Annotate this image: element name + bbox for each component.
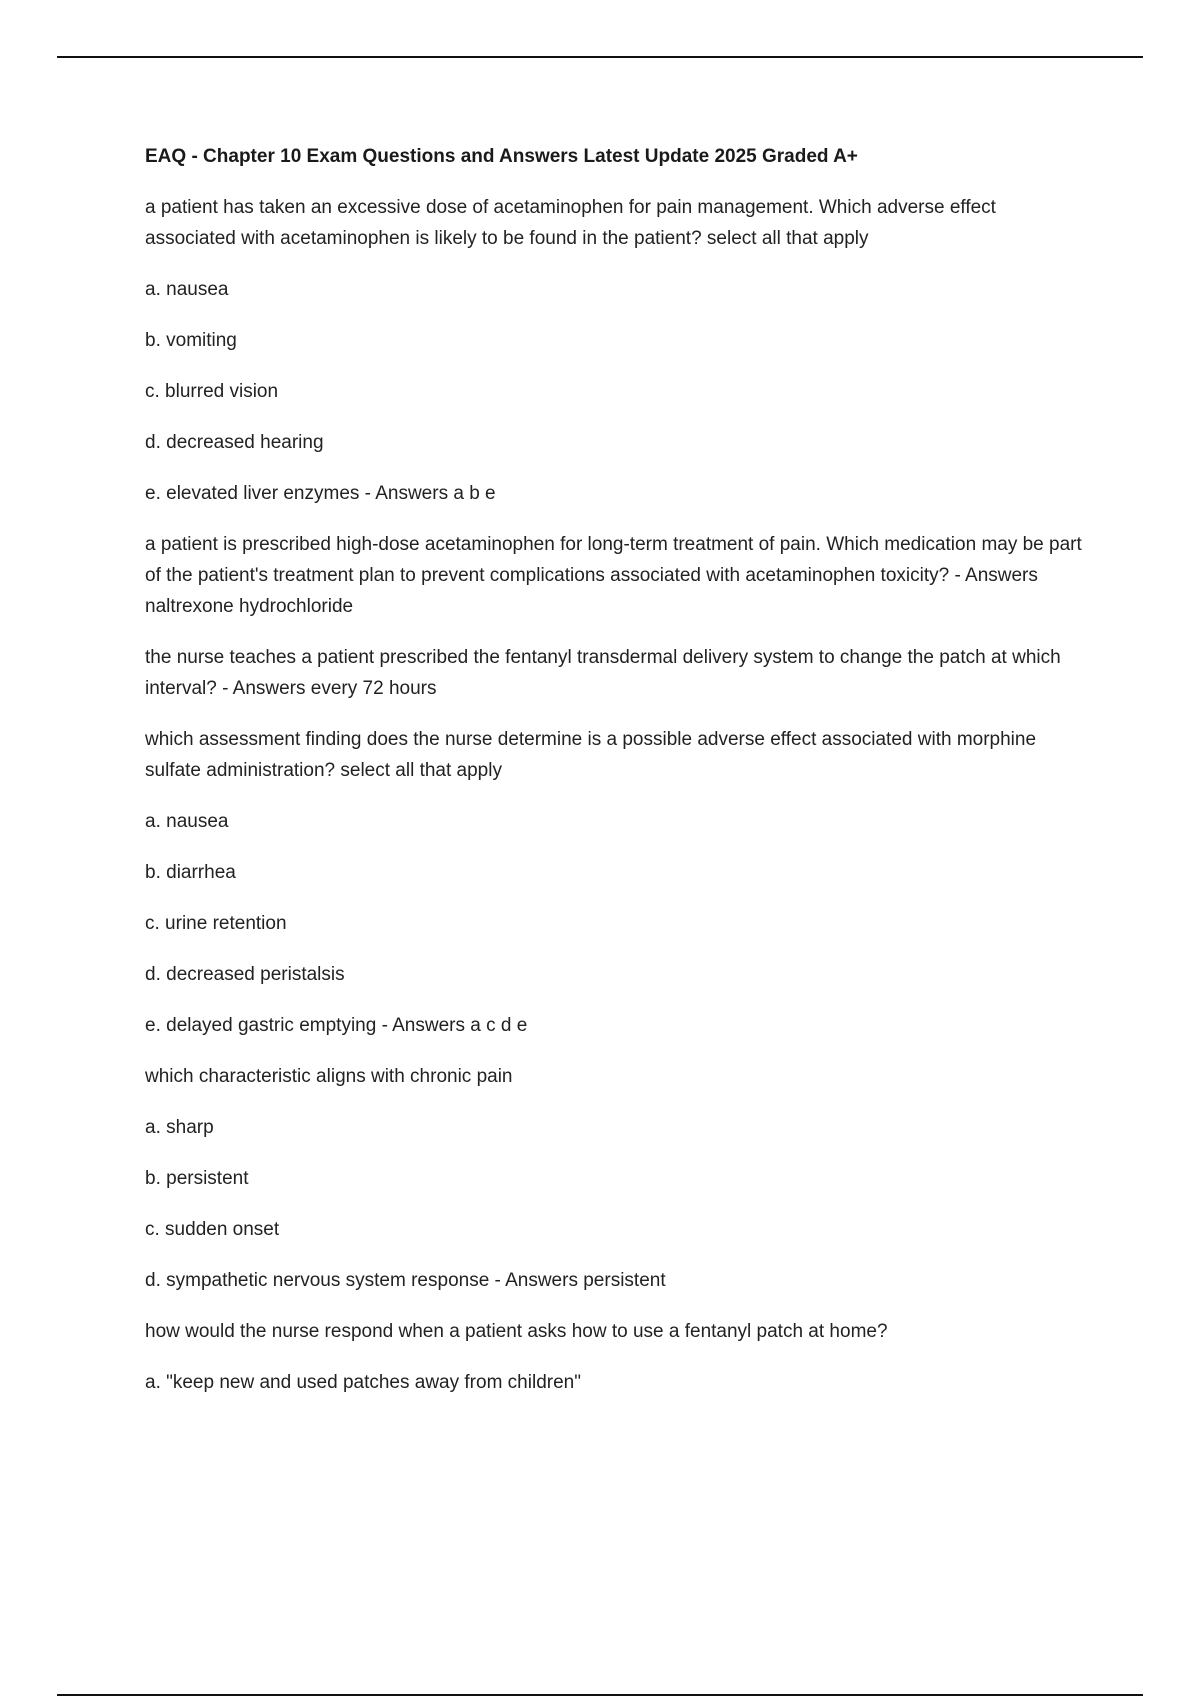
paragraph: e. elevated liver enzymes - Answers a b e	[145, 483, 496, 504]
paragraph: how would the nurse respond when a patient asks how to use a fentanyl patch at home?	[145, 1321, 888, 1342]
paragraph: a patient is prescribed high-dose acetaminophen for long-term treatment of pain. Which medication may be part of the patient's treatment plan to prevent complications associated with acetaminophen toxicity? - Answers naltrexone hydrochloride	[145, 534, 1082, 617]
paragraph: a. nausea	[145, 279, 229, 300]
paragraph: d. sympathetic nervous system response - Answers persistent	[145, 1270, 666, 1291]
footer-rule	[57, 1694, 1143, 1696]
paragraph: b. diarrhea	[145, 862, 236, 883]
paragraph: c. sudden onset	[145, 1219, 280, 1240]
paragraph: b. persistent	[145, 1168, 249, 1189]
paragraph: e. delayed gastric emptying - Answers a c d e	[145, 1015, 528, 1036]
paragraph: a. sharp	[145, 1117, 214, 1138]
header-rule	[57, 56, 1143, 58]
document-body	[145, 142, 1085, 1418]
paragraph: which assessment finding does the nurse determine is a possible adverse effect associated with morphine sulfate administration? select all that apply	[145, 729, 1037, 781]
paragraph: c. blurred vision	[145, 381, 279, 402]
paragraph: a patient has taken an excessive dose of acetaminophen for pain management. Which adverse effect associated with acetaminophen is likely to be found in the patient? select all that apply	[145, 197, 996, 249]
paragraph: c. urine retention	[145, 913, 287, 934]
paragraph: d. decreased hearing	[145, 432, 324, 453]
paragraph: b. vomiting	[145, 330, 237, 351]
paragraph: the nurse teaches a patient prescribed the fentanyl transdermal delivery system to change the patch at which interval? - Answers every 72 hours	[145, 647, 1061, 699]
document-title: EAQ - Chapter 10 Exam Questions and Answers Latest Update 2025 Graded A+	[145, 146, 858, 167]
paragraph: a. nausea	[145, 811, 229, 832]
paragraph: which characteristic aligns with chronic pain	[145, 1066, 513, 1087]
paragraph: d. decreased peristalsis	[145, 964, 345, 985]
paragraph: a. "keep new and used patches away from children"	[145, 1372, 581, 1393]
